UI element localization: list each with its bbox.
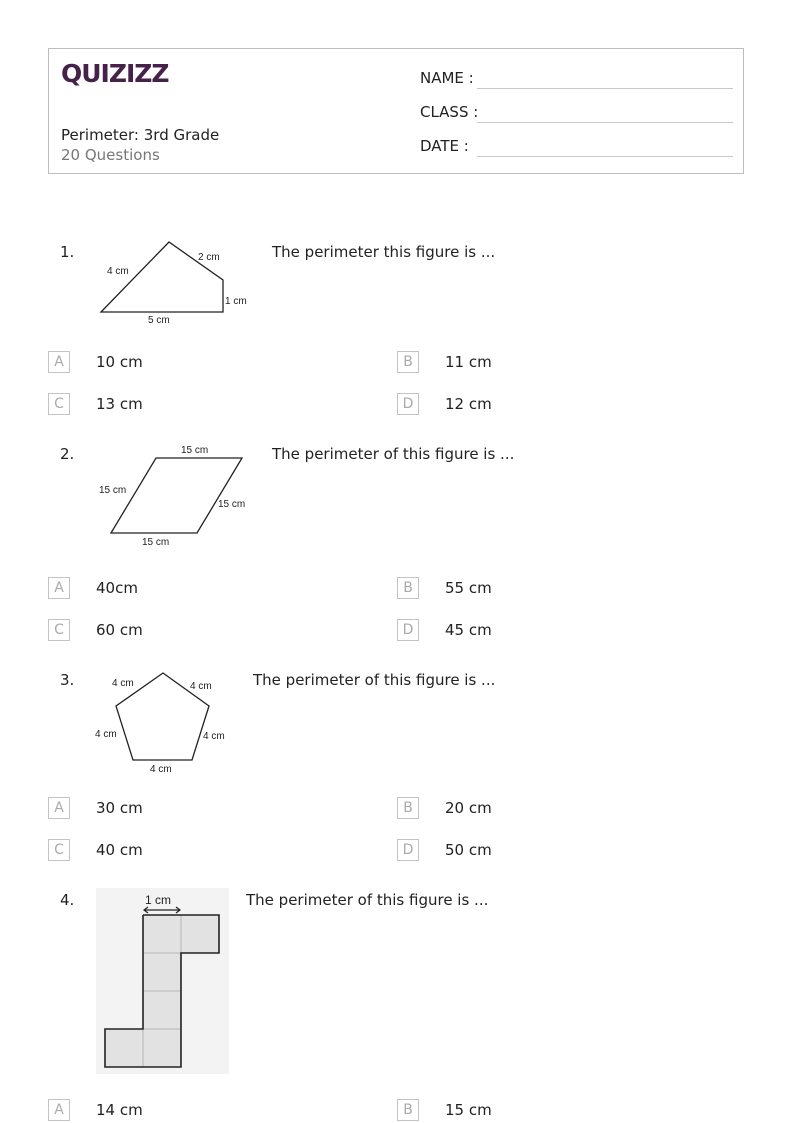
figure-label: 4 cm	[107, 266, 129, 277]
option-letter: B	[397, 1099, 419, 1121]
figure-label: 15 cm	[181, 445, 209, 456]
figure-pentagon	[92, 664, 242, 776]
option-letter: A	[48, 1099, 70, 1121]
question-text: The perimeter of this figure is ...	[272, 445, 515, 463]
question-text: The perimeter of this figure is ...	[246, 891, 489, 909]
question-count: 20 Questions	[61, 146, 160, 164]
option-text: 13 cm	[96, 395, 143, 413]
question-number: 4.	[60, 891, 75, 909]
date-line[interactable]	[477, 156, 733, 157]
option-text: 50 cm	[445, 841, 492, 859]
figure-label: 4 cm	[150, 764, 172, 775]
option-letter: A	[48, 577, 70, 599]
figure-label: 1 cm	[225, 296, 247, 307]
option-text: 20 cm	[445, 799, 492, 817]
figure-label: 4 cm	[112, 678, 134, 689]
option-text: 40 cm	[96, 841, 143, 859]
worksheet-header	[48, 48, 744, 174]
figure-label: 1 cm	[145, 893, 172, 907]
option-letter: A	[48, 351, 70, 373]
option-text: 55 cm	[445, 579, 492, 597]
figure-square-grid	[96, 888, 229, 1074]
option-letter: C	[48, 619, 70, 641]
option-letter: D	[397, 393, 419, 415]
figure-label: 5 cm	[148, 315, 170, 326]
question-text: The perimeter of this figure is ...	[253, 671, 496, 689]
option-text: 12 cm	[445, 395, 492, 413]
date-label: DATE :	[420, 137, 469, 155]
figure-label: 15 cm	[142, 537, 170, 548]
option-text: 10 cm	[96, 353, 143, 371]
option-text: 15 cm	[445, 1101, 492, 1119]
option-text: 30 cm	[96, 799, 143, 817]
figure-label: 2 cm	[198, 252, 220, 263]
option-text: 14 cm	[96, 1101, 143, 1119]
option-letter: C	[48, 839, 70, 861]
option-letter: B	[397, 351, 419, 373]
option-text: 40cm	[96, 579, 138, 597]
question-text: The perimeter this figure is ...	[272, 243, 496, 261]
option-letter: B	[397, 797, 419, 819]
name-label: NAME :	[420, 69, 474, 87]
figure-label: 15 cm	[99, 485, 127, 496]
figure-label: 4 cm	[95, 729, 117, 740]
option-text: 45 cm	[445, 621, 492, 639]
figure-label: 4 cm	[190, 681, 212, 692]
option-letter: D	[397, 619, 419, 641]
option-text: 11 cm	[445, 353, 492, 371]
class-label: CLASS :	[420, 103, 479, 121]
figure-rhombus	[95, 440, 260, 550]
question-number: 3.	[60, 671, 75, 689]
name-line[interactable]	[477, 88, 733, 89]
option-letter: D	[397, 839, 419, 861]
question-number: 1.	[60, 243, 75, 261]
worksheet-title: Perimeter: 3rd Grade	[61, 126, 220, 144]
option-letter: C	[48, 393, 70, 415]
figure-label: 15 cm	[218, 499, 246, 510]
class-line[interactable]	[477, 122, 733, 123]
quizizz-logo: QUIZIZZ	[61, 59, 169, 88]
figure-label: 4 cm	[203, 731, 225, 742]
option-text: 60 cm	[96, 621, 143, 639]
figure-quadrilateral	[95, 236, 260, 328]
option-letter: B	[397, 577, 419, 599]
option-letter: A	[48, 797, 70, 819]
question-number: 2.	[60, 445, 75, 463]
